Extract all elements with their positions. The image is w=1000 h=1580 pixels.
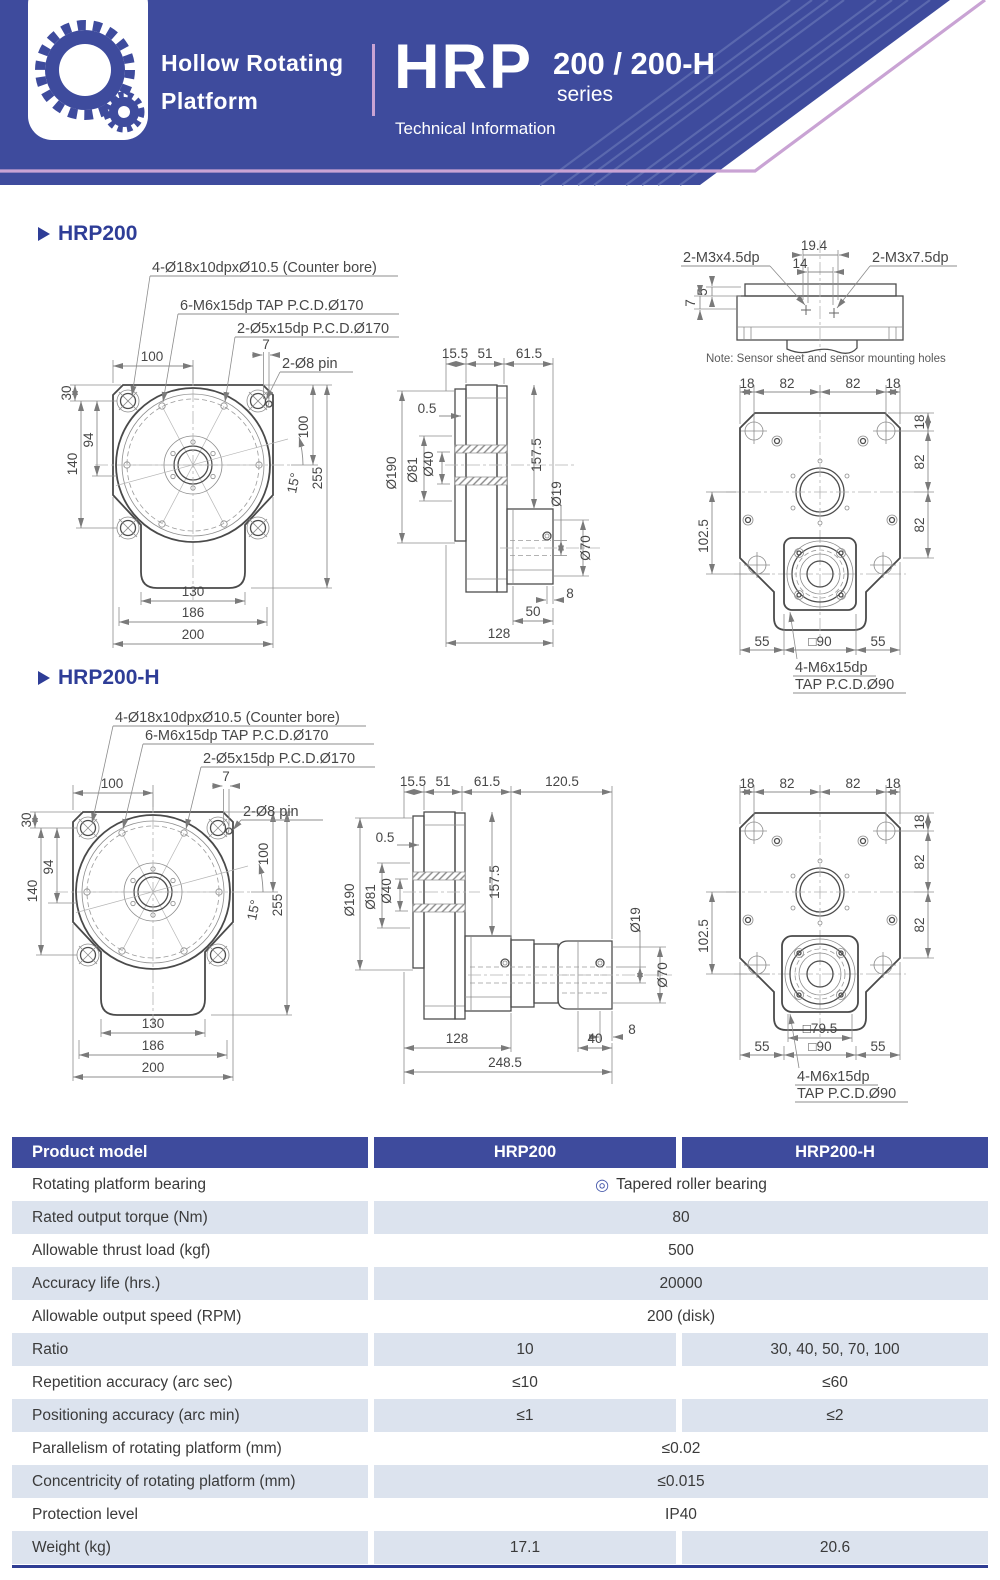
dim-8: 8	[628, 1022, 636, 1037]
row-label: Ratio	[12, 1333, 368, 1366]
table-header-row	[12, 1137, 988, 1168]
row-label: Protection level	[32, 1505, 138, 1523]
dim-sq90: □90	[808, 1039, 832, 1054]
leader-counterbore: 4-Ø18x10dpxØ10.5 (Counter bore)	[115, 710, 340, 726]
dim-130: 130	[141, 1016, 165, 1031]
dim-40: 40	[587, 1031, 603, 1046]
hrp200h-back-view	[696, 776, 934, 1102]
dim-30: 30	[19, 812, 34, 828]
row-label: Allowable output speed (RPM)	[32, 1307, 242, 1325]
leader-m3x75: 2-M3x7.5dp	[872, 250, 949, 266]
dim-r18: 18	[912, 414, 927, 430]
table-row	[12, 1201, 988, 1234]
table-row	[12, 1333, 988, 1366]
leader-pin: 2-Ø8 pin	[243, 804, 299, 820]
series-label: series	[557, 83, 614, 106]
leader-tap-2: TAP P.C.D.Ø90	[797, 1086, 897, 1102]
dim-7: 7	[222, 769, 230, 784]
row-label: Accuracy life (hrs.)	[12, 1267, 368, 1300]
dim-94: 94	[41, 859, 56, 875]
leader-pcd: 2-Ø5x15dp P.C.D.Ø170	[237, 321, 390, 337]
dim-top-100: 100	[140, 349, 164, 364]
dim-82b: 82	[845, 376, 861, 391]
product-name: HRP	[394, 32, 534, 102]
row-label: Rotating platform bearing	[32, 1175, 207, 1193]
row-value: 80	[374, 1201, 988, 1234]
dim-128: 128	[445, 1031, 469, 1046]
dim-dia190: Ø190	[342, 883, 357, 917]
col-header-hrp200h: HRP200-H	[682, 1137, 988, 1168]
hrp200h-front-view	[19, 710, 375, 1081]
table-row	[12, 1234, 988, 1267]
row-value	[374, 1168, 988, 1201]
tagline: Technical Information	[395, 119, 556, 138]
dim-130: 130	[181, 584, 205, 599]
dim-82b: 82	[845, 776, 861, 791]
dim-right-100: 100	[296, 415, 311, 439]
sensor-note: Note: Sensor sheet and sensor mounting holes	[706, 353, 946, 365]
table-row	[12, 1465, 988, 1498]
table-row	[12, 1267, 988, 1300]
leader-tap-2: TAP P.C.D.Ø90	[795, 677, 895, 693]
dim-200: 200	[181, 627, 205, 642]
dim-128: 128	[487, 626, 511, 641]
dim-1575: 157.5	[487, 865, 502, 899]
row-label: Allowable thrust load (kgf)	[32, 1241, 211, 1259]
leader-pcd: 2-Ø5x15dp P.C.D.Ø170	[203, 751, 356, 767]
dim-1025: 102.5	[696, 519, 711, 553]
dim-82a: 82	[779, 776, 795, 791]
table-row	[12, 1168, 988, 1201]
row-value: ≤0.015	[374, 1465, 988, 1498]
dim-2485: 248.5	[488, 1055, 522, 1070]
dim-55a: 55	[754, 634, 770, 649]
row-label: Positioning accuracy (arc min)	[12, 1399, 368, 1432]
dim-18b: 18	[885, 376, 901, 391]
row-value-hrp200: 10	[374, 1333, 676, 1366]
dim-r82a: 82	[912, 454, 927, 470]
product-variant: 200 / 200-H	[553, 46, 715, 81]
dim-55b: 55	[870, 1039, 886, 1054]
row-value-hrp200: ≤1	[374, 1399, 676, 1432]
dim-sq795: □79.5	[802, 1021, 838, 1036]
dim-dia81: Ø81	[405, 457, 420, 483]
leader-tap: 6-M6x15dp TAP P.C.D.Ø170	[145, 728, 329, 744]
dim-05: 0.5	[375, 830, 395, 845]
dim-8: 8	[566, 586, 574, 601]
row-value: IP40	[665, 1505, 697, 1523]
row-value-hrp200h: 20.6	[682, 1531, 988, 1564]
table-row	[12, 1531, 988, 1564]
dim-18a: 18	[739, 376, 755, 391]
dim-right-100: 100	[256, 842, 271, 866]
row-label: Parallelism of rotating platform (mm)	[32, 1439, 282, 1457]
table-row	[12, 1300, 988, 1333]
dim-140: 140	[65, 452, 80, 476]
dim-140: 140	[25, 879, 40, 903]
dim-r82a: 82	[912, 854, 927, 870]
dim-1575: 157.5	[529, 438, 544, 472]
dim-51: 51	[435, 774, 451, 789]
row-label: Concentricity of rotating platform (mm)	[12, 1465, 368, 1498]
leader-tap-1: 4-M6x15dp	[795, 660, 868, 676]
hrp200-back-view	[696, 376, 934, 693]
dim-7: 7	[683, 299, 698, 307]
row-value-hrp200: 17.1	[374, 1531, 676, 1564]
dim-dia190: Ø190	[384, 456, 399, 490]
row-label: Rated output torque (Nm)	[12, 1201, 368, 1234]
brand-line-1: Hollow Rotating	[161, 50, 344, 76]
dim-dia19: Ø19	[628, 907, 643, 933]
table-row	[12, 1399, 988, 1432]
row-value: 500	[668, 1241, 694, 1259]
hrp200h-side-view	[342, 774, 672, 1084]
dim-51: 51	[477, 346, 493, 361]
dim-186: 186	[141, 1038, 165, 1053]
dim-194: 19.4	[800, 238, 828, 253]
section-label: HRP200	[58, 222, 138, 245]
leader-tap: 6-M6x15dp TAP P.C.D.Ø170	[180, 298, 364, 314]
dim-615: 61.5	[473, 774, 501, 789]
dim-angle: 15°	[244, 898, 264, 922]
dim-dia19: Ø19	[549, 481, 564, 507]
table-row	[12, 1432, 988, 1465]
dim-255: 255	[270, 893, 285, 917]
leader-counterbore: 4-Ø18x10dpxØ10.5 (Counter bore)	[152, 260, 377, 276]
dim-dia70: Ø70	[578, 535, 593, 561]
dim-50: 50	[525, 604, 541, 619]
brand-line-2: Platform	[161, 88, 259, 114]
row-value-hrp200h: 30, 40, 50, 70, 100	[682, 1333, 988, 1366]
table-row	[12, 1498, 988, 1531]
dim-05: 0.5	[417, 401, 437, 416]
dim-155: 15.5	[441, 346, 469, 361]
row-value-text: Tapered roller bearing	[616, 1175, 767, 1193]
leader-m3x45: 2-M3x4.5dp	[683, 250, 760, 266]
dim-r82b: 82	[912, 517, 927, 533]
leader-tap-1: 4-M6x15dp	[797, 1069, 870, 1085]
dim-angle: 15°	[284, 471, 304, 495]
leader-pin: 2-Ø8 pin	[282, 356, 338, 372]
row-value: 20000	[374, 1267, 988, 1300]
dim-dia70: Ø70	[655, 962, 670, 988]
dim-dia40: Ø40	[421, 451, 436, 477]
dim-top-100: 100	[100, 776, 124, 791]
section-label: HRP200-H	[58, 666, 160, 689]
dim-1025: 102.5	[696, 919, 711, 953]
table-row	[12, 1366, 988, 1399]
dim-55b: 55	[870, 634, 886, 649]
dim-sq90: □90	[808, 634, 832, 649]
dim-30: 30	[59, 385, 74, 401]
dim-r82b: 82	[912, 917, 927, 933]
row-value-hrp200: ≤10	[512, 1373, 538, 1391]
col-header-product-model: Product model	[12, 1137, 368, 1168]
dim-18a: 18	[739, 776, 755, 791]
dim-155: 15.5	[399, 774, 427, 789]
dim-14: 14	[792, 256, 808, 271]
dim-186: 186	[181, 605, 205, 620]
hrp200-front-view	[59, 260, 399, 648]
dim-255: 255	[310, 466, 325, 490]
row-label: Weight (kg)	[12, 1531, 368, 1564]
dim-615: 61.5	[515, 346, 543, 361]
row-value-hrp200h: ≤60	[822, 1373, 848, 1391]
col-header-hrp200: HRP200	[374, 1137, 676, 1168]
dim-18b: 18	[885, 776, 901, 791]
dim-dia81: Ø81	[363, 884, 378, 910]
hrp200-side-view	[384, 346, 600, 647]
row-label: Repetition accuracy (arc sec)	[32, 1373, 233, 1391]
dim-7: 7	[262, 337, 270, 352]
row-value: 200 (disk)	[646, 1307, 716, 1325]
dim-82a: 82	[779, 376, 795, 391]
spec-table	[12, 1137, 988, 1568]
dim-200: 200	[141, 1060, 165, 1075]
dim-94: 94	[81, 432, 96, 448]
dim-1205: 120.5	[545, 774, 579, 789]
dim-5: 5	[695, 288, 710, 296]
dim-r18: 18	[912, 814, 927, 830]
row-value-hrp200h: ≤2	[682, 1399, 988, 1432]
sensor-detail-view	[681, 238, 957, 365]
bearing-icon: ◎	[595, 1176, 610, 1194]
dim-55a: 55	[754, 1039, 770, 1054]
row-value: ≤0.02	[661, 1439, 701, 1457]
dim-dia40: Ø40	[379, 878, 394, 904]
